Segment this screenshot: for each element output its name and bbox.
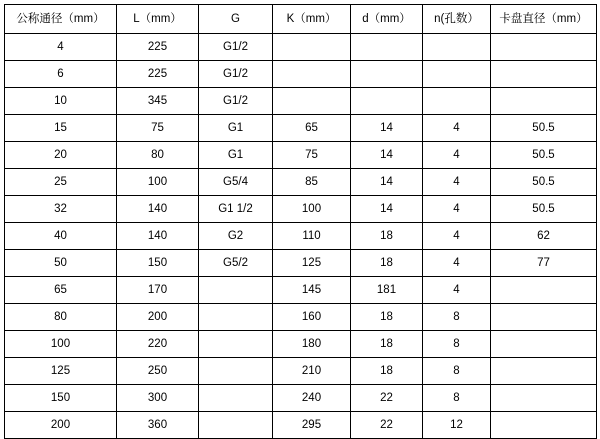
cell-nominal-diameter: 80 (5, 304, 117, 331)
cell-chuck-diameter: 50.5 (491, 142, 597, 169)
cell-thread: G1/2 (199, 88, 273, 115)
cell-d: 18 (351, 331, 423, 358)
cell-chuck-diameter (491, 331, 597, 358)
cell-thread: G1 1/2 (199, 196, 273, 223)
cell-nominal-diameter: 65 (5, 277, 117, 304)
cell-length: 200 (117, 304, 199, 331)
cell-nominal-diameter: 10 (5, 88, 117, 115)
cell-k (273, 88, 351, 115)
specification-table (4, 4, 597, 439)
cell-hole-count: 4 (423, 223, 491, 250)
cell-hole-count: 4 (423, 169, 491, 196)
cell-k (273, 61, 351, 88)
cell-chuck-diameter (491, 412, 597, 439)
table-row (5, 196, 597, 223)
table-row (5, 61, 597, 88)
header-cell-k: K（mm） (273, 5, 351, 34)
cell-k: 240 (273, 385, 351, 412)
cell-nominal-diameter: 6 (5, 61, 117, 88)
cell-thread: G1 (199, 142, 273, 169)
cell-k: 125 (273, 250, 351, 277)
cell-thread: G5/4 (199, 169, 273, 196)
cell-chuck-diameter (491, 61, 597, 88)
cell-nominal-diameter: 150 (5, 385, 117, 412)
cell-k: 145 (273, 277, 351, 304)
cell-length: 220 (117, 331, 199, 358)
cell-hole-count: 8 (423, 358, 491, 385)
cell-chuck-diameter (491, 385, 597, 412)
cell-d: 18 (351, 304, 423, 331)
cell-length: 345 (117, 88, 199, 115)
cell-k: 160 (273, 304, 351, 331)
cell-length: 300 (117, 385, 199, 412)
cell-d: 14 (351, 115, 423, 142)
cell-chuck-diameter: 50.5 (491, 196, 597, 223)
cell-hole-count (423, 88, 491, 115)
cell-length: 100 (117, 169, 199, 196)
cell-length: 225 (117, 34, 199, 61)
cell-k: 110 (273, 223, 351, 250)
cell-length: 75 (117, 115, 199, 142)
cell-d: 22 (351, 385, 423, 412)
cell-length: 80 (117, 142, 199, 169)
header-cell-hole-count: n(孔数） (423, 5, 491, 34)
cell-hole-count: 12 (423, 412, 491, 439)
cell-d: 14 (351, 169, 423, 196)
cell-nominal-diameter: 100 (5, 331, 117, 358)
cell-length: 360 (117, 412, 199, 439)
header-cell-d: d（mm） (351, 5, 423, 34)
cell-hole-count: 4 (423, 115, 491, 142)
header-cell-chuck-diameter: 卡盘直径（mm） (491, 5, 597, 34)
cell-k: 75 (273, 142, 351, 169)
cell-k: 65 (273, 115, 351, 142)
cell-k: 180 (273, 331, 351, 358)
table-row (5, 169, 597, 196)
cell-nominal-diameter: 4 (5, 34, 117, 61)
cell-d (351, 88, 423, 115)
cell-length: 170 (117, 277, 199, 304)
table-row (5, 34, 597, 61)
cell-chuck-diameter (491, 277, 597, 304)
table-row (5, 223, 597, 250)
cell-thread (199, 385, 273, 412)
cell-length: 250 (117, 358, 199, 385)
header-cell-length: L（mm） (117, 5, 199, 34)
cell-nominal-diameter: 20 (5, 142, 117, 169)
cell-length: 225 (117, 61, 199, 88)
cell-hole-count: 4 (423, 250, 491, 277)
cell-k: 100 (273, 196, 351, 223)
cell-hole-count: 8 (423, 304, 491, 331)
cell-chuck-diameter: 50.5 (491, 169, 597, 196)
table-row (5, 385, 597, 412)
cell-thread: G5/2 (199, 250, 273, 277)
cell-d: 14 (351, 196, 423, 223)
cell-k: 85 (273, 169, 351, 196)
cell-nominal-diameter: 125 (5, 358, 117, 385)
cell-hole-count: 4 (423, 196, 491, 223)
cell-nominal-diameter: 32 (5, 196, 117, 223)
cell-thread: G1 (199, 115, 273, 142)
cell-nominal-diameter: 50 (5, 250, 117, 277)
cell-hole-count (423, 34, 491, 61)
cell-chuck-diameter: 50.5 (491, 115, 597, 142)
cell-thread: G1/2 (199, 61, 273, 88)
cell-thread: G2 (199, 223, 273, 250)
cell-d: 181 (351, 277, 423, 304)
cell-chuck-diameter: 77 (491, 250, 597, 277)
cell-thread (199, 331, 273, 358)
cell-chuck-diameter (491, 304, 597, 331)
cell-length: 140 (117, 223, 199, 250)
cell-hole-count (423, 61, 491, 88)
cell-chuck-diameter (491, 358, 597, 385)
cell-hole-count: 4 (423, 277, 491, 304)
table-row (5, 115, 597, 142)
cell-chuck-diameter (491, 88, 597, 115)
cell-d: 18 (351, 250, 423, 277)
cell-hole-count: 4 (423, 142, 491, 169)
header-row (5, 5, 597, 34)
cell-thread (199, 412, 273, 439)
cell-chuck-diameter: 62 (491, 223, 597, 250)
cell-length: 140 (117, 196, 199, 223)
cell-thread (199, 277, 273, 304)
table-row (5, 88, 597, 115)
table-row (5, 358, 597, 385)
header-cell-thread: G (199, 5, 273, 34)
cell-nominal-diameter: 25 (5, 169, 117, 196)
cell-thread (199, 358, 273, 385)
cell-k (273, 34, 351, 61)
cell-nominal-diameter: 200 (5, 412, 117, 439)
table-row (5, 277, 597, 304)
table-row (5, 412, 597, 439)
header-cell-nominal-diameter: 公称通径（mm） (5, 5, 117, 34)
cell-k: 295 (273, 412, 351, 439)
cell-length: 150 (117, 250, 199, 277)
cell-d: 18 (351, 223, 423, 250)
cell-chuck-diameter (491, 34, 597, 61)
cell-d (351, 34, 423, 61)
cell-d (351, 61, 423, 88)
table-row (5, 142, 597, 169)
cell-thread: G1/2 (199, 34, 273, 61)
cell-k: 210 (273, 358, 351, 385)
cell-nominal-diameter: 15 (5, 115, 117, 142)
cell-d: 22 (351, 412, 423, 439)
cell-hole-count: 8 (423, 385, 491, 412)
cell-hole-count: 8 (423, 331, 491, 358)
table-header (5, 5, 597, 34)
cell-thread (199, 304, 273, 331)
cell-d: 14 (351, 142, 423, 169)
table-row (5, 331, 597, 358)
table-row (5, 250, 597, 277)
cell-nominal-diameter: 40 (5, 223, 117, 250)
table-body (5, 34, 597, 439)
cell-d: 18 (351, 358, 423, 385)
table-row (5, 304, 597, 331)
